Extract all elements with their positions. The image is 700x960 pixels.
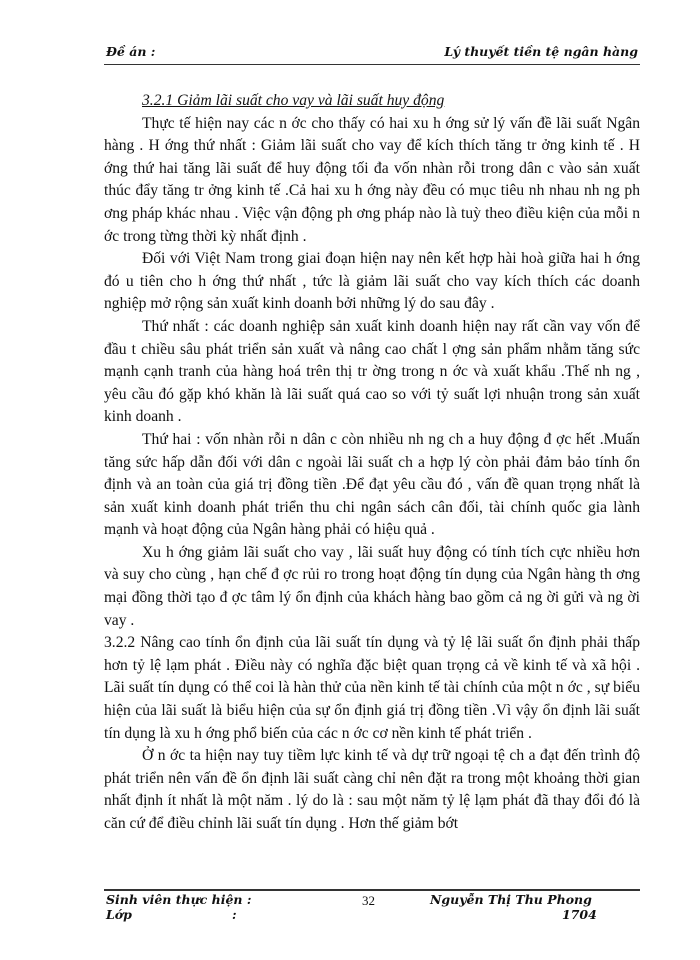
paragraph: Xu h ớng giảm lãi suất cho vay , lãi suất huy động có tính tích cực nhiều hơn và suy cho cùng , hạn chế đ ợc rủi ro trong hoạt động tín dụng của Ngân hàng th ơng mại đồng thời tạo đ ợc tâm lý ổn định của khách hàng bao gồm cả ng ời gửi và ng ời vay . [104, 543, 640, 629]
footer-rule [104, 889, 640, 891]
page-number: 32 [362, 893, 375, 908]
footer-class-label: Lớp [106, 907, 132, 922]
paragraph: Thứ nhất : các doanh nghiệp sản xuất kinh doanh hiện nay rất cần vay vốn để đầu t chiều sâu phát triển sản xuất và nâng cao chất l ợng sản phẩm nhằm tăng sức mạnh cạnh tranh của hàng hoá trên thị tr ờng trong n ớc và xuất khẩu .Thế nh ng , yêu cầu đó gặp khó khăn là lãi suất quá cao so với tỷ suất lợi nhuận trong sản xuất kinh doanh . [104, 317, 640, 426]
paragraph: Thứ hai : vốn nhàn rỗi n dân c còn nhiều nh ng ch a huy động đ ợc hết .Muấn tăng sức hấp dẫn đối với dân c ngoài lãi suất ch a hợp lý còn phải đảm bảo tính ổn định và an toàn của giá trị đồng tiền .Để đạt yêu cầu đó , vấn đề quan trọng nhất là sản xuất kinh doanh phát triển thu chi ngân sách cân đối, tài chính quốc gia lành mạnh và hoạt động của Ngân hàng phải có hiệu quả . [104, 430, 640, 539]
section-title: 3.2.1 Giảm lãi suất cho vay và lãi suất huy động [142, 92, 445, 109]
paragraph: Thực tế hiện nay các n ớc cho thấy có hai xu h ớng sử lý vấn đề lãi suất Ngân hàng . H ớng thứ nhất : Giảm lãi suất cho vay để kích thích tăng tr ởng kinh tế . H ớng thứ hai tăng lãi suất để huy động tối đa vốn nhàn rỗi trong dân c vào sản xuất thúc đẩy tăng tr ởng kinh tế .Cả hai xu h ớng này đều có mục tiêu nh nhau nh ng ph ơng pháp khác nhau . Việc vận động ph ơng pháp nào là tuỳ theo điều kiện của mỗi n ớc trong từng thời kỳ nhất định . [104, 114, 640, 245]
header-rule [104, 64, 640, 65]
footer-class-colon: : [232, 907, 237, 922]
footer-student-label: Sinh viên thực hiện : [106, 892, 252, 907]
body-text [104, 90, 640, 836]
paragraph: 3.2.2 Nâng cao tính ổn định của lãi suất tín dụng và tỷ lệ lãi suất ổn định phải thấp hơn tỷ lệ lạm phát . Điều này có nghĩa đặc biệt quan trọng cả về kinh tế và xã hội . Lãi suất tín dụng có thể coi là hàn thử của nền kinh tế tài chính của một n ớc , sự biểu hiện của lãi suất là biểu hiện của sự ổn định giá trị đồng tiền .Vì vậy ổn định lãi suất tín dụng là xu h ớng phổ biến của các n ớc cơ nền kinh tế phát triển . [104, 634, 640, 742]
header-right: Lý thuyết tiền tệ ngân hàng [444, 44, 638, 59]
paragraph: Đối với Việt Nam trong giai đoạn hiện nay nên kết hợp hài hoà giữa hai h ớng đó u tiên cho h ớng thứ nhất , tức là giảm lãi suất cho vay kích thích các doanh nghiệp mở rộng sản xuất kinh doanh bởi những lý do sau đây . [104, 250, 640, 313]
header-left: Đề án : [106, 44, 156, 59]
footer-student-name: Nguyễn Thị Thu Phong [430, 892, 592, 907]
paragraph: Ở n ớc ta hiện nay tuy tiềm lực kinh tế và dự trữ ngoại tệ ch a đạt đến trình độ phát triển nên vấn đề ổn định lãi suất càng chỉ nên đặt ra trong một khoảng thời gian nhất định ít nhất là một năm . lý do là : sau một năm tỷ lệ lạm phát đã thay đổi đó là căn cứ để điều chỉnh lãi suất tín dụng . Hơn thế giảm bớt [104, 747, 640, 832]
footer-class-value: 1704 [562, 907, 597, 922]
